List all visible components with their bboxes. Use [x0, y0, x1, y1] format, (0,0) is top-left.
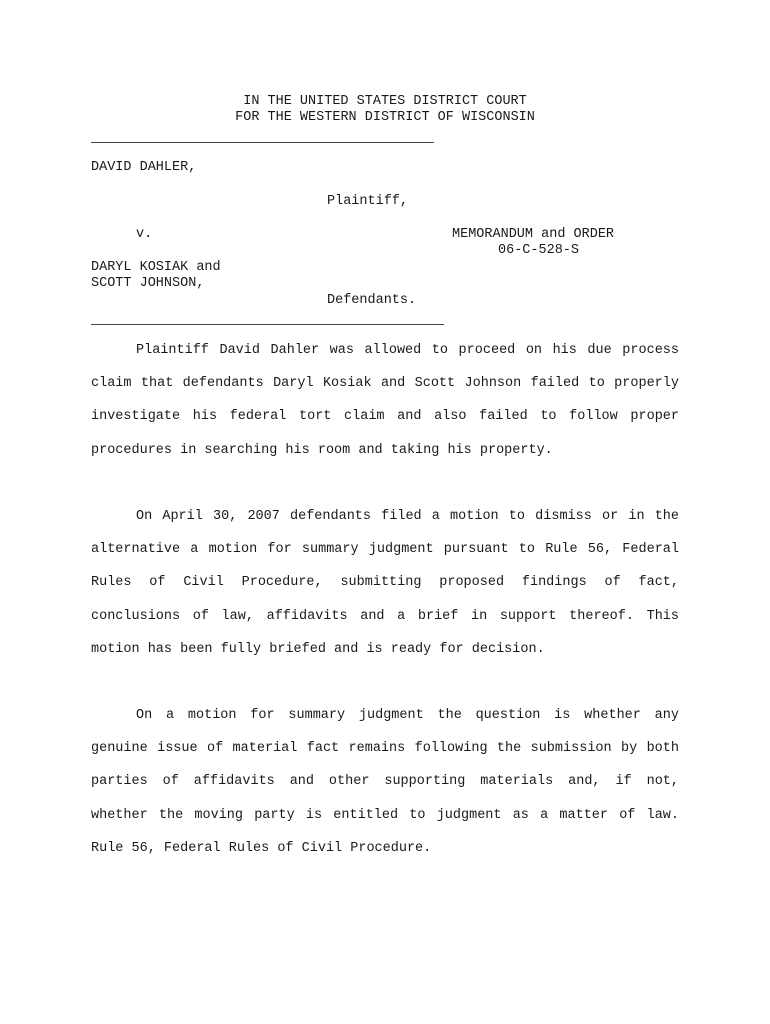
body-paragraph-3 — [91, 699, 679, 865]
court-name-line1: IN THE UNITED STATES DISTRICT COURT — [243, 94, 527, 109]
defendant-role: Defendants. — [327, 293, 417, 308]
case-number: 06-C-528-S — [498, 243, 580, 258]
caption-bottom-rule — [91, 324, 444, 325]
paragraph-text: Plaintiff David Dahler was allowed to proceed on his due process claim that defendants Daryl Kosiak and Scott Johnson failed to properly investigate his federal tort claim and also failed to follow proper procedures in searching his room and taking his property. — [91, 343, 679, 458]
versus-label: v. — [136, 227, 153, 242]
caption-top-rule — [91, 142, 434, 143]
body-paragraph-1 — [91, 334, 679, 467]
plaintiff-name: DAVID DAHLER, — [91, 160, 197, 175]
court-name-line2: FOR THE WESTERN DISTRICT OF WISCONSIN — [235, 110, 535, 125]
paragraph-text: On April 30, 2007 defendants filed a motion to dismiss or in the alternative a motion for summary judgment pursuant to Rule 56, Federal Rules of Civil Procedure, submitting proposed findings of fact, conclusions of law, affidavits and a brief in support thereof. This motion has been fully briefed and is ready for decision. — [91, 509, 679, 657]
defendant-line1: DARYL KOSIAK and — [91, 260, 221, 275]
body-paragraph-2 — [91, 500, 679, 666]
plaintiff-role: Plaintiff, — [327, 194, 409, 209]
paragraph-text: On a motion for summary judgment the question is whether any genuine issue of material fact remains following the submission by both parties of affidavits and other supporting materials and, if not, whether the moving party is entitled to judgment as a matter of law. Rule 56, Federal Rules of Civil Procedure. — [91, 708, 679, 856]
document-title: MEMORANDUM and ORDER — [452, 227, 615, 242]
defendant-line2: SCOTT JOHNSON, — [91, 276, 205, 291]
